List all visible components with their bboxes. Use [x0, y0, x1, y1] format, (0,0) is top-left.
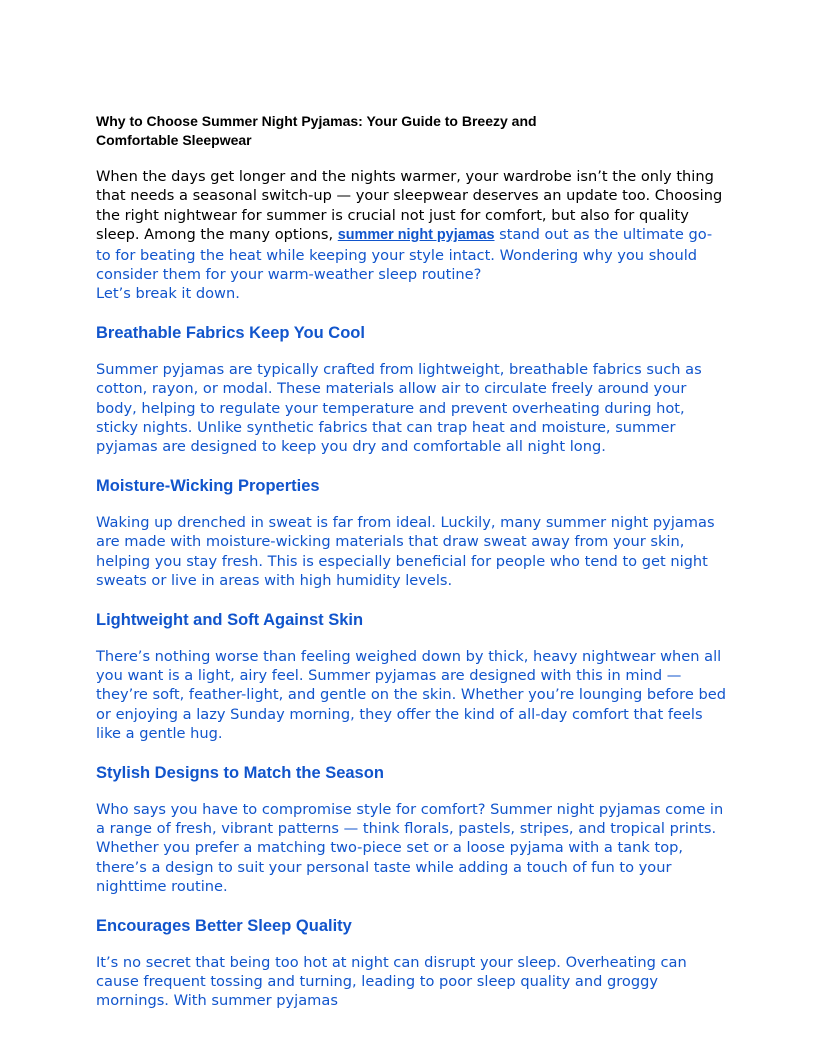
section-heading: Encourages Better Sleep Quality [96, 916, 352, 935]
section-body: Waking up drenched in sweat is far from ideal. Luckily, many summer night pyjamas are made with moisture-wicking materials that draw sweat away from your skin, helping you stay fresh. This is especially beneficial for people who tend to get night sweats or live in areas with high humidity levels. [96, 513, 715, 590]
section-moisture-wicking [96, 475, 726, 591]
section-better-sleep [96, 915, 726, 1011]
summer-night-pyjamas-link[interactable]: summer night pyjamas [337, 227, 495, 244]
section-breathable-fabrics [96, 322, 726, 457]
intro-text-continued: stand out as the ultimate go-to for beating the heat while keeping your style intact. Wondering why you should consider them for your warm-weather sleep routine? [96, 226, 713, 284]
section-body: Who says you have to compromise style for comfort? Summer night pyjamas come in a range of fresh, vibrant patterns — think florals, pastels, stripes, and tropical prints. Whether you prefer a matching two-piece set or a loose pyjama with a tank top, there’s a design to suit your personal taste while adding a touch of fun to your nighttime routine. [96, 800, 724, 896]
intro-closing: Let’s break it down. [96, 285, 240, 303]
section-heading: Moisture-Wicking Properties [96, 476, 320, 495]
section-body: Summer pyjamas are typically crafted from lightweight, breathable fabrics such as cotton, rayon, or modal. These materials allow air to circulate freely around your body, helping to regulate your temperature and prevent overheating during hot, sticky nights. Unlike synthetic fabrics that can trap heat and moisture, summer pyjamas are designed to keep you dry and comfortable all night long. [96, 360, 702, 456]
section-lightweight-soft [96, 609, 726, 744]
section-stylish-designs [96, 762, 726, 897]
section-body: It’s no secret that being too hot at night can disrupt your sleep. Overheating can cause frequent tossing and turning, leading to poor sleep quality and groggy mornings. With summer pyjamas [96, 953, 687, 1010]
section-body: There’s nothing worse than feeling weighed down by thick, heavy nightwear when all you want is a light, airy feel. Summer pyjamas are designed with this in mind — they’re soft, feather-light, and gentle on the skin. Whether you’re lounging before bed or enjoying a lazy Sunday morning, they offer the kind of all-day comfort that feels like a gentle hug. [96, 647, 726, 743]
section-heading: Breathable Fabrics Keep You Cool [96, 323, 365, 342]
intro-paragraph [96, 167, 726, 304]
document-page [96, 112, 726, 1011]
page-title: Why to Choose Summer Night Pyjamas: Your Guide to Breezy and Comfortable Sleepwear [96, 113, 537, 148]
section-heading: Stylish Designs to Match the Season [96, 763, 384, 782]
intro-text: When the days get longer and the nights warmer, your wardrobe isn’t the only thing that needs a seasonal switch-up — your sleepwear deserves an update too. Choosing the right nightwear for summer is crucial not just for comfort, but also for quality sleep. Among the many options, [96, 168, 723, 244]
section-heading: Lightweight and Soft Against Skin [96, 610, 364, 629]
